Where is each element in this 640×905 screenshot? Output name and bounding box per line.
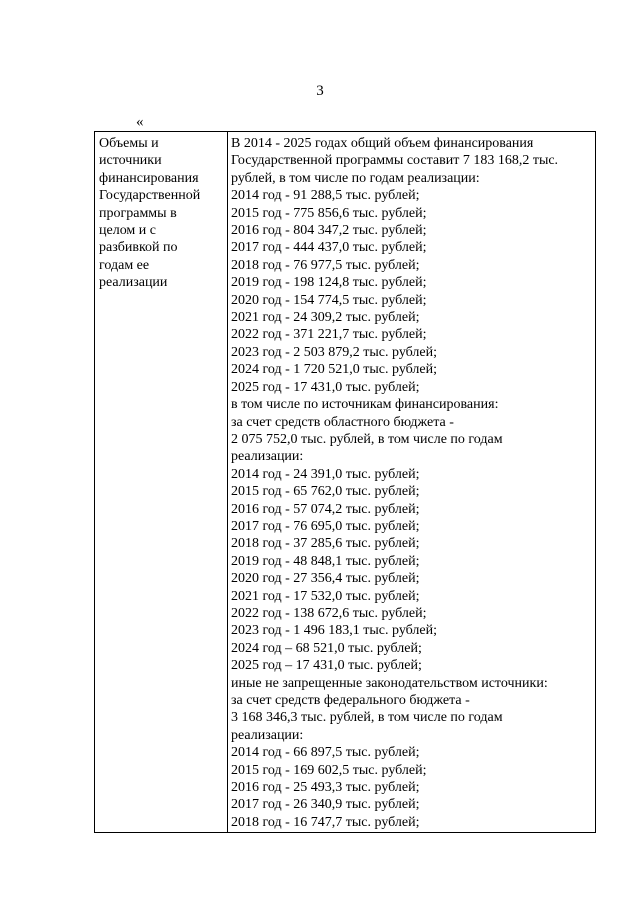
content-line: 2025 год – 17 431,0 тыс. рублей; (231, 658, 422, 674)
content-line: 2014 год - 24 391,0 тыс. рублей; (231, 466, 420, 482)
content-line: 2016 год - 804 347,2 тыс. рублей; (231, 223, 427, 239)
label-line: финансирования (99, 170, 199, 186)
content-line: 2024 год - 1 720 521,0 тыс. рублей; (231, 362, 438, 378)
label-line: Государственной (99, 188, 201, 204)
content-line: за счет средств областного бюджета - (231, 414, 454, 430)
content-line: рублей, в том числе по годам реализации: (231, 170, 480, 186)
content-line: 2015 год - 65 762,0 тыс. рублей; (231, 484, 420, 500)
content-line: за счет средств федерального бюджета - (231, 693, 470, 708)
content-line: 2015 год - 775 856,6 тыс. рублей; (231, 205, 427, 221)
content-line: 2023 год - 2 503 879,2 тыс. рублей; (231, 344, 438, 360)
content-line: 2021 год - 24 309,2 тыс. рублей; (231, 310, 420, 326)
content-line: 2014 год - 91 288,5 тыс. рублей; (231, 188, 420, 204)
content-line: 2017 год - 444 437,0 тыс. рублей; (231, 240, 427, 256)
content-line: 2017 год - 26 340,9 тыс. рублей; (231, 797, 420, 813)
content-line: в том числе по источникам финансирования: (231, 397, 499, 413)
label-line: источники (99, 153, 162, 169)
content-line: 2023 год - 1 496 183,1 тыс. рублей; (231, 623, 438, 639)
content-line: 2019 год - 48 848,1 тыс. рублей; (231, 553, 420, 569)
content-line: 2 075 752,0 тыс. рублей, в том числе по годам (231, 431, 503, 447)
opening-quote-mark: « (136, 114, 144, 130)
content-line: 2015 год - 169 602,5 тыс. рублей; (231, 762, 427, 778)
content-line: 2019 год - 198 124,8 тыс. рублей; (231, 275, 427, 291)
page-number: 3 (316, 83, 324, 99)
content-line: 2022 год - 138 672,6 тыс. рублей; (231, 605, 427, 621)
label-line: целом и с (99, 223, 156, 239)
content-line: Государственной программы составит 7 183 168,2 тыс. (231, 153, 559, 169)
label-line: разбивкой по (99, 240, 178, 256)
content-line: 2018 год - 76 977,5 тыс. рублей; (231, 257, 420, 273)
content-line: 2025 год - 17 431,0 тыс. рублей; (231, 379, 420, 395)
content-line: 2017 год - 76 695,0 тыс. рублей; (231, 518, 420, 534)
content-line: 2018 год - 16 747,7 тыс. рублей; (231, 814, 420, 830)
content-line: реализации: (231, 449, 304, 465)
content-line: иные не запрещенные законодательством источники: (231, 675, 548, 691)
content-line: 2018 год - 37 285,6 тыс. рублей; (231, 536, 420, 552)
label-line: годам ее (99, 257, 150, 273)
content-line: 2016 год - 57 074,2 тыс. рублей; (231, 501, 420, 517)
content-line: 3 168 346,3 тыс. рублей, в том числе по годам (231, 710, 503, 726)
content-line: реализации: (231, 727, 304, 743)
table-cell-label (95, 132, 228, 832)
passport-table (94, 131, 596, 833)
content-line: 2021 год - 17 532,0 тыс. рублей; (231, 588, 420, 604)
label-line: программы в (99, 205, 177, 221)
content-line: 2014 год - 66 897,5 тыс. рублей; (231, 745, 420, 761)
label-line: реализации (99, 275, 168, 291)
content-line: 2024 год – 68 521,0 тыс. рублей; (231, 640, 422, 656)
table-cell-content (228, 132, 595, 832)
content-line: 2022 год - 371 221,7 тыс. рублей; (231, 327, 427, 343)
label-line: Объемы и (99, 136, 159, 151)
content-line: В 2014 - 2025 годах общий объем финансирования (231, 136, 534, 151)
content-line: 2016 год - 25 493,3 тыс. рублей; (231, 780, 420, 796)
content-line: 2020 год - 154 774,5 тыс. рублей; (231, 292, 427, 308)
content-line: 2020 год - 27 356,4 тыс. рублей; (231, 571, 420, 587)
